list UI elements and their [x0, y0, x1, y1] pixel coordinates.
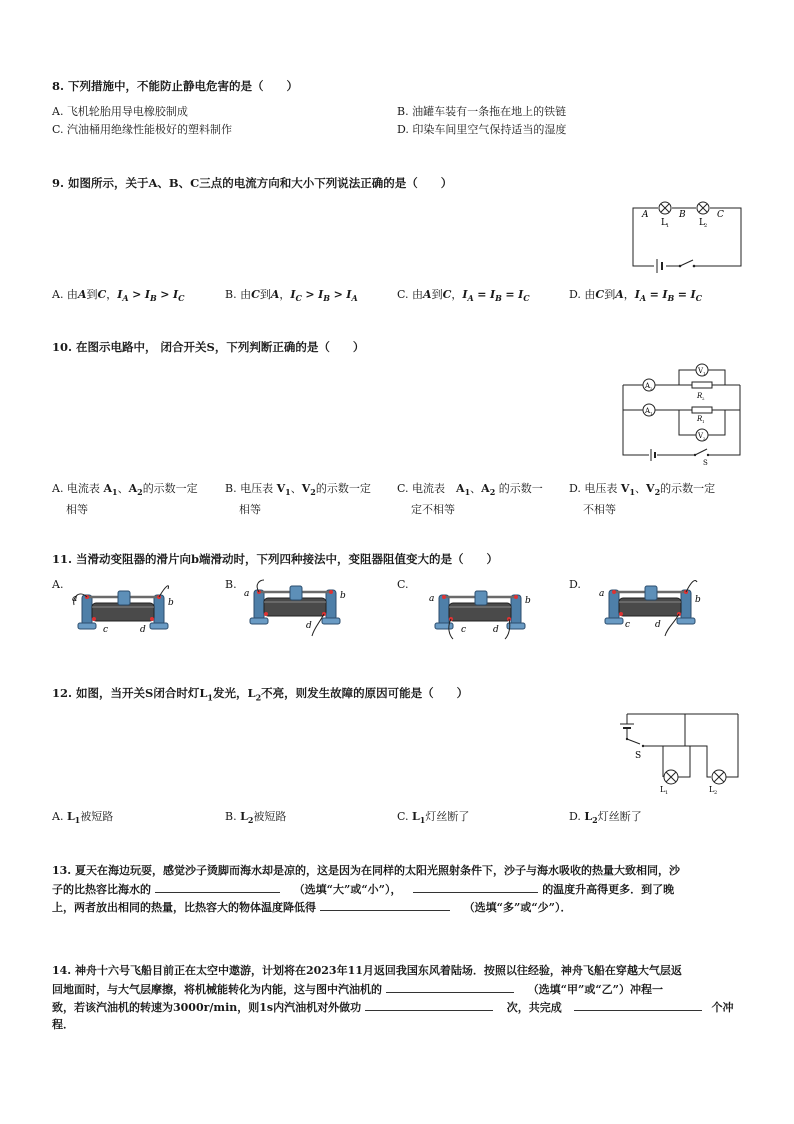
q14-text-2a: 回地面时，与大气层摩擦，将机械能转化为内能，这与图中汽油机的 [52, 983, 382, 996]
svg-text:L: L [660, 785, 666, 794]
q14-text-3c: 个冲 [711, 1001, 734, 1014]
q14-text-2b: （选填“甲”或“乙”）冲程一 [527, 983, 663, 996]
svg-text:1: 1 [650, 411, 653, 416]
q11-stem: 11. 当滑动变阻器的滑片向b端滑动时，下列四种接法中，变阻器阻值变大的是（ ） [52, 552, 499, 566]
svg-text:d: d [306, 621, 312, 631]
q13-line-3 [52, 898, 572, 915]
svg-text:a: a [599, 589, 605, 599]
q11-option-a-label[interactable]: A. [52, 578, 64, 591]
q13-text-2a: 子的比热容比海水的 [52, 883, 151, 896]
svg-text:b: b [695, 595, 701, 605]
q14-line-3 [52, 998, 733, 1015]
q14-line-1: 14. 神舟十六号飞船目前正在太空中遨游，计划将在2023年11月返回我国东风着陆场．按照以往经验，神舟飞船在穿越大气层返 [52, 964, 682, 977]
q12-option-b[interactable]: B. $L_2$被短路 [225, 810, 287, 826]
q13-line-1: 13. 夏天在海边玩耍，感觉沙子烫脚而海水却是凉的，这是因为在同样的太阳光照射条件下，沙子与海水吸收的热量大致相同，沙 [52, 864, 680, 877]
svg-text:a: a [72, 594, 78, 604]
svg-text:V: V [698, 367, 704, 375]
q8-option-c[interactable]: C. 汽油桶用绝缘性能极好的塑料制作 [52, 123, 233, 136]
q12-option-a[interactable]: A. $L_1$被短路 [52, 810, 114, 826]
svg-text:R: R [697, 415, 703, 423]
q14-line-2 [52, 980, 663, 997]
q14-blank-3[interactable] [574, 998, 702, 1011]
svg-text:L: L [661, 218, 667, 228]
svg-text:1: 1 [702, 419, 705, 424]
q10-stem: 10. 在图示电路中， 闭合开关S，下列判断正确的是（ ） [52, 340, 365, 354]
q14-line-4: 程． [52, 1018, 74, 1031]
svg-text:S: S [635, 751, 642, 761]
q14-text-3b: 次，共完成 [506, 1001, 562, 1014]
svg-text:a: a [244, 589, 250, 599]
svg-text:d: d [655, 620, 661, 630]
svg-text:1: 1 [703, 371, 706, 376]
q11-option-d-label[interactable]: D. [569, 578, 581, 591]
q13-text-3b: （选填“多”或“少”）． [463, 901, 572, 914]
q13-line-2 [52, 880, 674, 897]
q13-text-2b: （选填“大”或“小”）， [293, 883, 402, 896]
q9-option-c[interactable]: C. 由A到C，$I_A = I_B = I_C$ [397, 288, 530, 304]
svg-text:2: 2 [650, 386, 653, 391]
q14-text-3a: 致，若该汽油机的转速为3000r/min，则1s内汽油机对外做功 [52, 1001, 362, 1014]
svg-text:V: V [698, 432, 704, 440]
svg-text:a: a [429, 594, 435, 604]
svg-text:R: R [697, 392, 703, 400]
q13-text-3a: 上，两者放出相同的热量，比热容大的物体温度降低得 [52, 901, 316, 914]
q9-option-b[interactable]: B. 由C到A，$I_C > I_B > I_A$ [225, 288, 358, 304]
q11-rheostat-b[interactable] [240, 580, 350, 640]
svg-text:c: c [625, 620, 631, 630]
svg-text:2: 2 [703, 436, 706, 441]
svg-text:L: L [699, 218, 705, 228]
q10-option-d[interactable]: D. 电压表 $V_1$、$V_2$的示数一定 不相等 [569, 482, 716, 517]
q14-blank-2[interactable] [365, 998, 493, 1011]
q10-circuit-diagram [615, 360, 745, 470]
svg-text:2: 2 [704, 223, 708, 229]
q11-option-c-label[interactable]: C. [397, 578, 409, 591]
q11-rheostat-a[interactable] [68, 585, 178, 640]
q11-rheostat-c[interactable] [425, 585, 535, 645]
q9-stem: 9. 如图所示，关于A、B、C三点的电流方向和大小下列说法正确的是（ ） [52, 176, 453, 190]
svg-text:A: A [642, 210, 649, 220]
svg-text:1: 1 [665, 790, 669, 796]
q8-option-b[interactable]: B. 油罐车装有一条拖在地上的铁链 [397, 105, 567, 118]
q9-option-d[interactable]: D. 由C到A，$I_A = I_B = I_C$ [569, 288, 702, 304]
q11-rheostat-d[interactable] [595, 580, 705, 640]
q8-option-a[interactable]: A. 飞机轮胎用导电橡胶制成 [52, 105, 188, 118]
svg-text:b: b [525, 596, 531, 606]
svg-text:b: b [340, 591, 346, 601]
q10-option-b[interactable]: B. 电压表 $V_1$、$V_2$的示数一定 相等 [225, 482, 371, 517]
svg-text:2: 2 [702, 396, 705, 401]
q14-blank-1[interactable] [386, 980, 514, 993]
svg-text:c: c [103, 625, 109, 635]
svg-text:c: c [461, 625, 467, 635]
q13-text-2c: 的温度升高得更多．到了晚 [542, 883, 675, 896]
q8-stem: 8. 下列措施中，不能防止静电危害的是（ ） [52, 79, 299, 93]
q11-option-b-label[interactable]: B. [225, 578, 237, 591]
q12-stem: 12. 如图，当开关S闭合时灯$L_1$发光，$L_2$不亮，则发生故障的原因可能是（ ） [52, 686, 469, 703]
q12-option-c[interactable]: C. $L_1$灯丝断了 [397, 810, 470, 826]
q12-option-d[interactable]: D. $L_2$灯丝断了 [569, 810, 642, 826]
svg-text:L: L [709, 785, 715, 794]
svg-text:S: S [703, 459, 708, 467]
q9-option-a[interactable]: A. 由A到C，$I_A > I_B > I_C$ [52, 288, 185, 304]
q13-blank-1[interactable] [155, 880, 280, 893]
svg-text:d: d [140, 625, 146, 635]
q9-circuit-diagram [630, 198, 745, 273]
svg-text:d: d [493, 625, 499, 635]
svg-text:A: A [645, 407, 651, 415]
svg-text:C: C [717, 210, 724, 220]
q10-option-c[interactable]: C. 电流表 $A_1$、$A_2$ 的示数一 定不相等 [397, 482, 543, 517]
q8-option-d[interactable]: D. 印染车间里空气保持适当的湿度 [397, 123, 567, 136]
svg-text:1: 1 [666, 223, 670, 229]
q13-blank-2[interactable] [413, 880, 538, 893]
q10-option-a[interactable]: A. 电流表 $A_1$、$A_2$的示数一定 相等 [52, 482, 198, 517]
svg-text:B: B [679, 210, 686, 220]
svg-text:A: A [645, 382, 651, 390]
q13-blank-3[interactable] [320, 898, 450, 911]
q12-circuit-diagram [615, 710, 745, 795]
svg-text:b: b [168, 598, 174, 608]
svg-text:2: 2 [714, 790, 718, 796]
